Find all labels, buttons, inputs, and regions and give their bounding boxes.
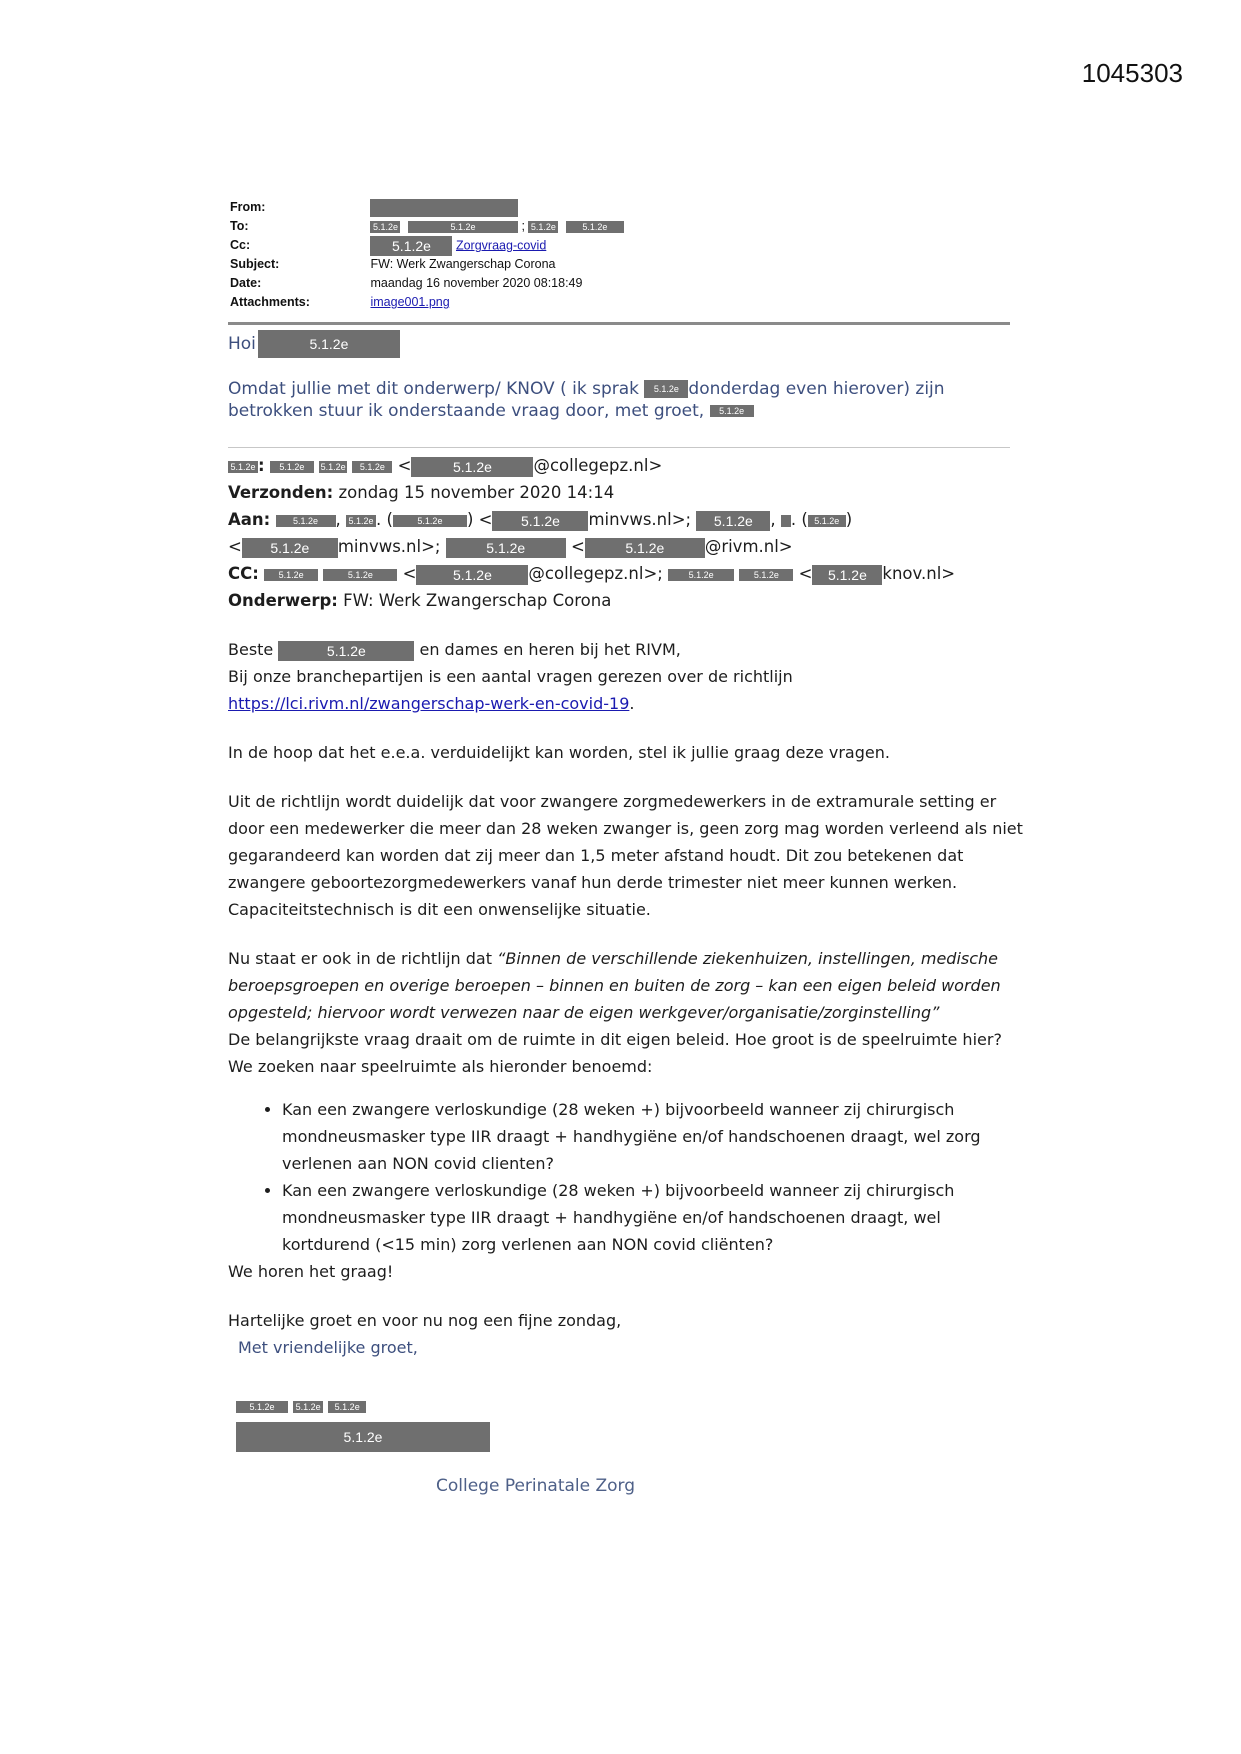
header-subject-row xyxy=(230,255,624,274)
sent-label: Verzonden: xyxy=(228,483,334,502)
redaction-box: 5.1.2e xyxy=(270,461,314,473)
redaction-box: 5.1.2e xyxy=(528,221,558,233)
redaction-box: 5.1.2e xyxy=(242,538,338,558)
cc-label: Cc: xyxy=(230,238,251,253)
date-value: maandag 16 november 2020 08:18:49 xyxy=(370,276,583,290)
date-label: Date: xyxy=(230,276,262,290)
original-sent-row xyxy=(228,479,1028,506)
redaction-box: 5.1.2e xyxy=(808,515,846,527)
redaction-box: 5.1.2e xyxy=(408,221,518,233)
paragraph-hope: In de hoop dat het e.e.a. verduidelijkt kan worden, stel ik jullie graag deze vragen. xyxy=(228,743,890,762)
header-divider xyxy=(228,322,1010,325)
closing-greeting: Hartelijke groet en voor nu nog een fijne zondag, xyxy=(228,1311,622,1330)
original-cc-row: CC: 5.1.2e 5.1.2e < 5.1.2e @collegepz.nl>; 5.1.2e 5.1.2e < 5.1.2e knov.nl> xyxy=(228,564,956,583)
question-list xyxy=(228,1096,1028,1258)
attachments-label: Attachments: xyxy=(230,295,310,309)
cc-label-nl: CC: xyxy=(228,564,259,583)
redaction-box: 5.1.2e xyxy=(710,405,754,417)
subject-label-nl: Onderwerp: xyxy=(228,591,338,610)
to-label: To: xyxy=(230,219,249,233)
redaction-box: 5.1.2e xyxy=(276,515,336,527)
redaction-box xyxy=(370,199,518,217)
redaction-box: 5.1.2e xyxy=(812,565,882,585)
original-to-row-2: < 5.1.2e minvws.nl>; 5.1.2e < 5.1.2e @rivm.nl> xyxy=(228,537,793,556)
redaction-box: 5.1.2e xyxy=(320,461,346,472)
redaction-box: 5.1.2e xyxy=(228,461,258,473)
redaction-box: 5.1.2e xyxy=(323,569,397,581)
forward-divider xyxy=(228,447,1010,448)
list-item: • Kan een zwangere verloskundige (28 weken +) bijvoorbeeld wanneer zij chirurgisch mondneusmasker type IIR draagt + handhygiëne en/of handschoenen draagt, wel zorg verlenen aan NON covid clienten? xyxy=(282,1096,1028,1177)
forward-line-2: betrokken stuur ik onderstaande vraag door, met groet, 5.1.2e xyxy=(228,401,754,421)
signature-block xyxy=(236,1396,490,1452)
guideline-quote: “Binnen de verschillende ziekenhuizen, instellingen, medische beroepsgroepen en overige beroepen – binnen en buiten de zorg – kan een eigen beleid worden opgesteld; hiervoor wordt verwezen naar de eigen werkgever/organisatie/zorginstelling” xyxy=(228,949,1001,1022)
to-domain-rivm: @rivm.nl> xyxy=(704,537,793,556)
redaction-box: 5.1.2e xyxy=(264,569,318,581)
paragraph-guideline: Uit de richtlijn wordt duidelijk dat voor zwangere zorgmedewerkers in de extramurale setting er door een medewerker die meer dan 28 weken zwanger is, geen zorg mag worden verleend als niet gegarandeerd kan worden dat zij meer dan 1,5 meter afstand houdt. Dit zou betekenen dat zwangere geboortezorgmedewerkers vanaf hun derde trimester niet meer kunnen werken. Capaciteitstechnisch is dit een onwenselijke situatie. xyxy=(228,792,1023,919)
email-header xyxy=(230,198,624,312)
header-from-row xyxy=(230,198,624,217)
subject-value: FW: Werk Zwangerschap Corona xyxy=(370,257,556,271)
intro-paragraph: Bij onze branchepartijen is een aantal vragen gerezen over de richtlijn https://lci.rivm.nl/zwangerschap-werk-en-covid-19. xyxy=(228,667,793,713)
redaction-box: 5.1.2e xyxy=(492,511,588,531)
salutation: Beste 5.1.2e en dames en heren bij het RIVM, xyxy=(228,640,681,659)
original-subject-row xyxy=(228,587,1028,614)
attachment-link[interactable]: image001.png xyxy=(370,295,450,309)
redaction-box: 5.1.2e xyxy=(236,1401,288,1413)
forward-line-1: Omdat jullie met dit onderwerp/ KNOV ( ik sprak 5.1.2e donderdag even hierover) zijn xyxy=(228,379,945,399)
header-date-row xyxy=(230,274,624,293)
redaction-box: 5.1.2e xyxy=(696,511,770,531)
original-email-meta xyxy=(228,452,1028,614)
redaction-box: 5.1.2e xyxy=(739,569,793,581)
from-label: From: xyxy=(230,200,266,214)
redaction-box: 5.1.2e xyxy=(566,221,624,233)
cc-domain-knov: knov.nl> xyxy=(882,564,956,583)
paragraph-question: De belangrijkste vraag draait om de ruimte in dit eigen beleid. Hoe groot is de speelruimte hier? We zoeken naar speelruimte als hieronder benoemd: xyxy=(228,1030,1002,1076)
forward-greeting: Hoi 5.1.2e xyxy=(228,330,400,358)
redaction-box xyxy=(781,515,791,527)
to-domain-minvws-2: minvws.nl>; xyxy=(337,537,441,556)
cc-domain-collegepz: @collegepz.nl>; xyxy=(528,564,663,583)
signature-organization: College Perinatale Zorg xyxy=(436,1476,636,1496)
redaction-box: 5.1.2e xyxy=(352,461,392,473)
header-attachments-row xyxy=(230,293,624,312)
sent-value: zondag 15 november 2020 14:14 xyxy=(338,483,615,502)
subject-label: Subject: xyxy=(230,257,280,271)
redaction-box: 5.1.2e xyxy=(446,538,566,558)
redaction-box: 5.1.2e xyxy=(293,1401,323,1413)
email-body xyxy=(228,636,1028,1361)
original-to-row: Aan: 5.1.2e , 5.1.2e . ( 5.1.2e ) < 5.1.2e minvws.nl>; 5.1.2e , . ( 5.1.2e ) xyxy=(228,510,853,529)
cc-link-zorgvraag[interactable]: Zorgvraag-covid xyxy=(455,238,547,253)
guideline-link[interactable]: https://lci.rivm.nl/zwangerschap-werk-en-covid-19 xyxy=(228,694,630,713)
redaction-box: 5.1.2e xyxy=(585,538,705,558)
redaction-box: 5.1.2e xyxy=(346,515,376,527)
to-label-nl: Aan: xyxy=(228,510,271,529)
sender-domain: @collegepz.nl> xyxy=(533,456,663,475)
to-domain-minvws: minvws.nl>; xyxy=(588,510,692,529)
closing-request: We horen het graag! xyxy=(228,1262,394,1281)
redaction-box: 5.1.2e xyxy=(328,1401,366,1413)
list-item: • Kan een zwangere verloskundige (28 weken +) bijvoorbeeld wanneer zij chirurgisch mondneusmasker type IIR draagt + handhygiëne en/of handschoenen draagt, wel kortdurend (<15 min) zorg verlenen aan NON covid cliënten? xyxy=(282,1177,1028,1258)
redaction-box: 5.1.2e xyxy=(393,515,467,527)
subject-value-nl: FW: Werk Zwangerschap Corona xyxy=(343,591,612,610)
closing-regards: Met vriendelijke groet, xyxy=(238,1338,418,1357)
original-from-row: 5.1.2e : 5.1.2e 5.1.2e 5.1.2e < 5.1.2e @collegepz.nl> xyxy=(228,452,1028,479)
redaction-box: 5.1.2e xyxy=(236,1422,490,1452)
redaction-box: 5.1.2e xyxy=(278,641,414,661)
header-to-row: To: 5.1.2e 5.1.2e ; 5.1.2e 5.1.2e xyxy=(230,217,624,236)
document-id: 1045303 xyxy=(1081,58,1183,88)
redaction-box: 5.1.2e xyxy=(416,565,528,585)
redaction-box: 5.1.2e xyxy=(411,457,533,477)
redaction-box: 5.1.2e xyxy=(668,569,734,581)
redaction-box: 5.1.2e xyxy=(258,330,400,358)
redaction-box: 5.1.2e xyxy=(370,221,400,233)
redaction-box: 5.1.2e xyxy=(644,380,688,398)
header-cc-row xyxy=(230,236,624,255)
paragraph-quote: Nu staat er ook in de richtlijn dat “Binnen de verschillende ziekenhuizen, instellingen, medische beroepsgroepen en overige beroepen – binnen en buiten de zorg – kan een eigen beleid worden opgesteld; hiervoor wordt verwezen naar de eigen werkgever/organisatie/zorginstelling” xyxy=(228,949,1001,1022)
redaction-box: 5.1.2e xyxy=(370,236,452,256)
